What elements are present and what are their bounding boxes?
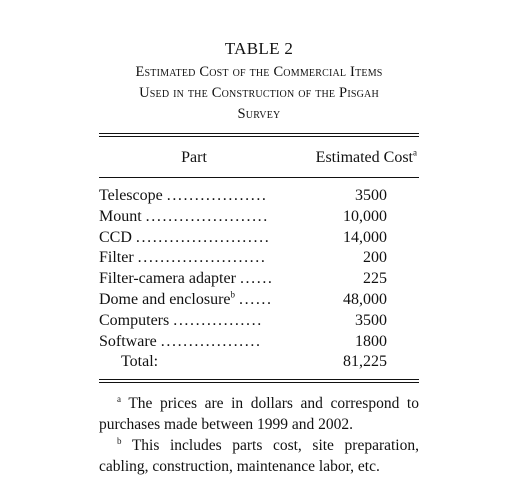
header-cost-label: Estimated Cost	[315, 149, 413, 166]
leader-dots: .......................	[137, 249, 267, 267]
part-cell	[99, 311, 289, 332]
leader-dots: ......	[239, 290, 273, 308]
table-number: TABLE 2	[224, 39, 294, 58]
top-rule	[99, 133, 419, 134]
part-name: Filter	[99, 249, 134, 267]
footnote-b	[99, 435, 419, 477]
table-row	[99, 228, 419, 249]
table-row	[99, 332, 419, 353]
table-caption	[99, 62, 419, 125]
part-cell	[99, 228, 289, 249]
cost-cell: 14,000	[343, 228, 387, 246]
cost-cell: 3500	[355, 311, 387, 329]
cost-cell: 10,000	[343, 207, 387, 225]
leader-dots: ..................	[166, 187, 268, 204]
table-row	[99, 248, 419, 269]
part-name: Software	[99, 332, 157, 350]
table-body	[99, 178, 419, 379]
leader-dots: ..................	[160, 332, 262, 350]
cost-cell: 48,000	[343, 290, 387, 308]
footnote-mark: a	[413, 147, 417, 158]
table-row	[99, 269, 419, 290]
cost-cell: 225	[363, 270, 387, 288]
part-cell	[99, 269, 289, 290]
footnote-text: The prices are in dollars and correspond to purchases made between 1999 and 2002.	[99, 395, 419, 434]
table-row	[99, 186, 419, 207]
part-cell	[99, 332, 289, 353]
table-row	[99, 207, 419, 228]
part-name: Filter-camera adapter	[99, 270, 236, 288]
total-cost: 81,225	[343, 353, 387, 371]
part-cell	[99, 207, 289, 228]
part-cell	[99, 248, 289, 269]
part-name: Dome and enclosure	[99, 290, 231, 308]
leader-dots: ......	[239, 270, 274, 288]
footnote-mark: b	[117, 436, 122, 447]
bottom-rule	[99, 379, 419, 380]
caption-line: Survey	[237, 106, 281, 122]
cost-cell: 3500	[355, 187, 387, 204]
part-cell	[99, 290, 289, 311]
total-label: Total:	[121, 353, 159, 371]
part-name: Mount	[99, 207, 142, 225]
caption-line: Estimated Cost of the Commercial Items	[135, 64, 383, 80]
header-part: Part	[181, 149, 207, 166]
leader-dots: ........................	[135, 228, 271, 246]
table-row	[99, 290, 419, 311]
table-2	[99, 38, 419, 477]
header-estimated-cost	[289, 148, 419, 168]
footnote-mark: b	[230, 289, 236, 300]
column-headers	[99, 137, 419, 177]
caption-line: Used in the Construction of the Pisgah	[139, 85, 379, 101]
footnote-a	[99, 393, 419, 435]
cost-cell: 200	[363, 249, 387, 267]
part-name: Telescope	[99, 187, 163, 204]
footnote-text: This includes parts cost, site preparation, cabling, construction, maintenance labor, etc.	[99, 437, 419, 476]
leader-dots: ......................	[145, 207, 269, 225]
part-cell	[99, 186, 289, 207]
bottom-rule-inner	[99, 382, 419, 383]
table-notes	[99, 393, 419, 477]
footnote-mark: a	[117, 394, 121, 405]
part-name: Computers	[99, 311, 170, 329]
table-row	[99, 311, 419, 332]
leader-dots: ................	[173, 311, 263, 329]
total-row	[99, 352, 419, 373]
cost-cell: 1800	[355, 332, 387, 350]
part-name: CCD	[99, 228, 132, 246]
